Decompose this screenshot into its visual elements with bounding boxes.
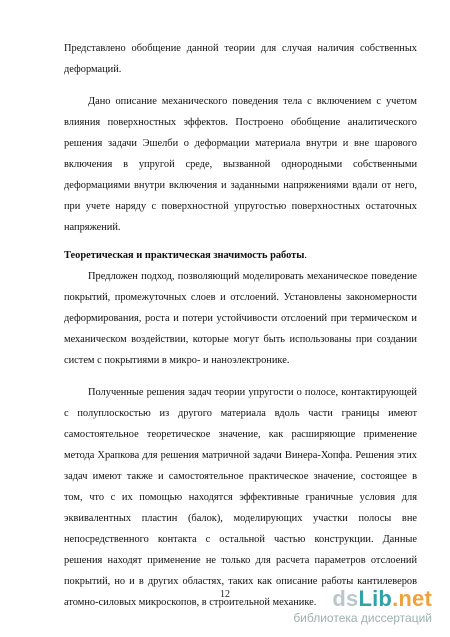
section-heading-significance [64,245,417,266]
paragraph-surface-effects: Дано описание механического поведения тела с включением с учетом влияния поверхностных эффектов. Построено обобщение аналитического решения задачи Эшелби о деформации материала внутри и вне шарового включения в упругой среде, вызванной однородными собственными деформациями внутри включения и заданными напряжениями вдали от него, при учете наряду с поверхностной упругостью поверхностных остаточных напряжений. [64,96,417,233]
paragraph-own-deformations: Представлено обобщение данной теории для случая наличия собственных деформаций. [64,43,417,75]
dslib-logo [293,587,432,611]
logo-part-net: .net [392,586,432,611]
watermark-subtitle: библиотека диссертаций [293,611,432,625]
heading-text: Теоретическая и практическая значимость работы [64,250,305,261]
logo-part-lib: Lib [358,586,393,611]
paragraph-approach: Предложен подход, позволяющий моделировать механическое поведение покрытий, промежуточных слоев и отслоений. Установлены закономерности деформирования, роста и потери устойчивости отслоений при термическом и механическом воздействии, которые могут быть использованы при создании систем с покрытиями в микро- и наноэлектронике. [64,271,417,366]
heading-dot: . [304,250,308,261]
paragraph-elasticity-solutions: Полученные решения задач теории упругости о полосе, контактирующей с полуплоскостью из другого материала вдоль части границы имеют самостоятельное теоретическое значение, как расширяющие применение метода Храпкова для решения матричной задачи Винера-Хопфа. Решения этих задач имеют также и самостоятельное практическое значение, состоящее в том, что с их помощью находятся эффективные граничные условия для эквивалентных пластин (балок), моделирующих участки полосы вне непосредственного контакта с остальной частью конструкции. Данные решения находят применение не только для расчета параметров отслоений покрытий, но и в других областях, таких как описание работы кантилеверов атомно-силовых микроскопов, в строительной механике. [64,387,417,608]
dslib-watermark [293,587,432,625]
page-number: 12 [220,589,230,600]
logo-part-ds: ds [332,586,359,611]
document-body [64,38,417,613]
